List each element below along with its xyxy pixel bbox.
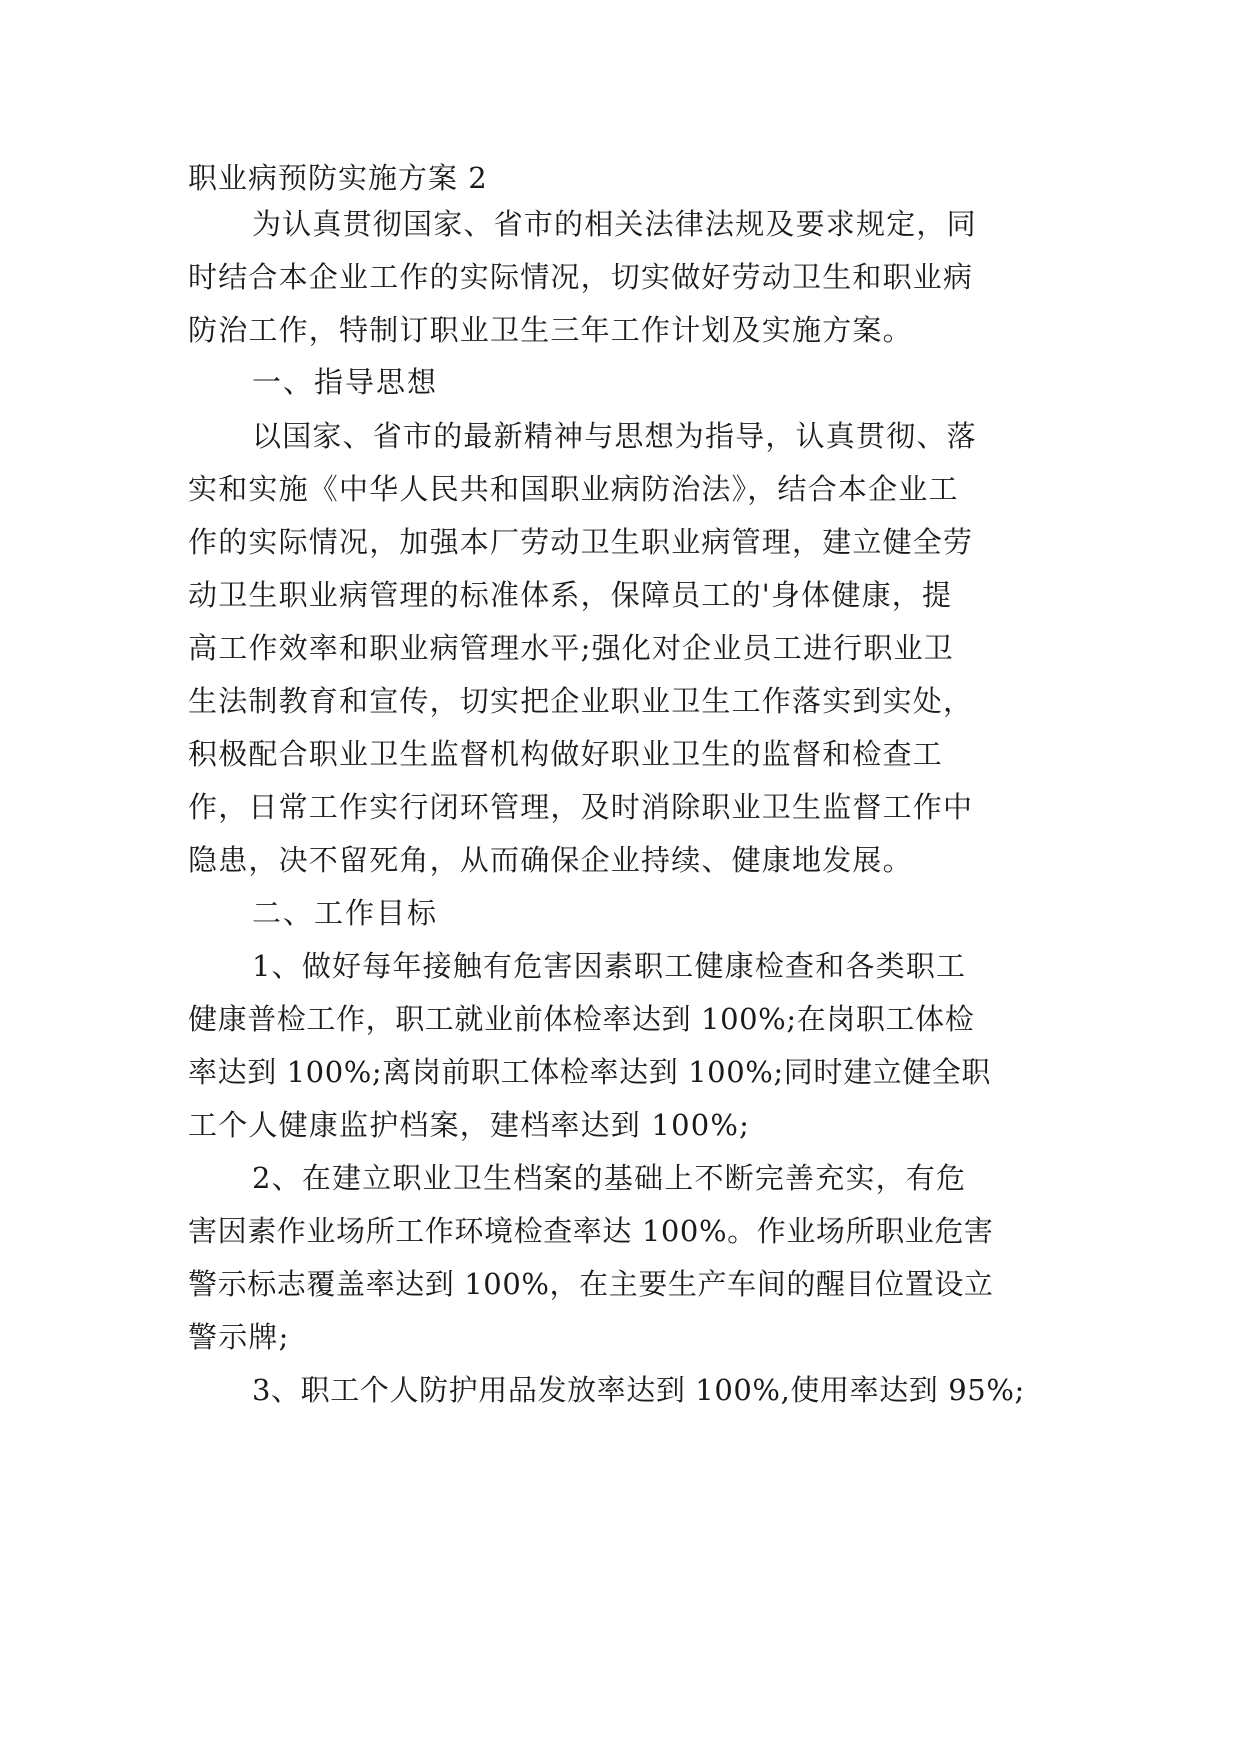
paragraph-line: 高工作效率和职业病管理水平;强化对企业员工进行职业卫 [188,631,954,665]
paragraph-line: 作的实际情况，加强本厂劳动卫生职业病管理，建立健全劳 [188,525,974,559]
paragraph-line: 警示标志覆盖率达到 100%，在主要生产车间的醒目位置设立 [188,1267,994,1301]
paragraph-line: 作，日常工作实行闭环管理，及时消除职业卫生监督工作中 [188,790,974,824]
paragraph-line: 2、在建立职业卫生档案的基础上不断完善充实，有危 [252,1161,967,1195]
paragraph-line: 3、职工个人防护用品发放率达到 100%,使用率达到 95%; [252,1373,1025,1407]
paragraph-line: 时结合本企业工作的实际情况，切实做好劳动卫生和职业病 [188,260,974,294]
paragraph-line: 健康普检工作，职工就业前体检率达到 100%;在岗职工体检 [188,1002,975,1036]
paragraph-line: 率达到 100%;离岗前职工体检率达到 100%;同时建立健全职 [188,1055,991,1089]
paragraph-line: 1、做好每年接触有危害因素职工健康检查和各类职工 [252,949,967,983]
section-heading: 一、指导思想 [252,365,439,399]
document-title: 职业病预防实施方案 2 [188,161,488,195]
paragraph-line: 隐患，决不留死角，从而确保企业持续、健康地发展。 [188,843,913,877]
paragraph-line: 警示牌; [188,1320,290,1354]
paragraph-line: 动卫生职业病管理的标准体系，保障员工的'身体健康，提 [188,578,953,612]
paragraph-line: 实和实施《中华人民共和国职业病防治法》，结合本企业工 [188,472,959,506]
paragraph-line: 防治工作，特制订职业卫生三年工作计划及实施方案。 [188,313,913,347]
section-heading: 二、工作目标 [252,896,439,930]
paragraph-line: 工个人健康监护档案，建档率达到 100%; [188,1108,751,1142]
paragraph-line: 以国家、省市的最新精神与思想为指导，认真贯彻、落 [252,419,977,453]
paragraph-line: 生法制教育和宣传，切实把企业职业卫生工作落实到实处， [188,684,974,718]
paragraph-line: 害因素作业场所工作环境检查率达 100%。作业场所职业危害 [188,1214,994,1248]
paragraph-line: 为认真贯彻国家、省市的相关法律法规及要求规定，同 [252,207,977,241]
paragraph-line: 积极配合职业卫生监督机构做好职业卫生的监督和检查工 [188,737,944,771]
